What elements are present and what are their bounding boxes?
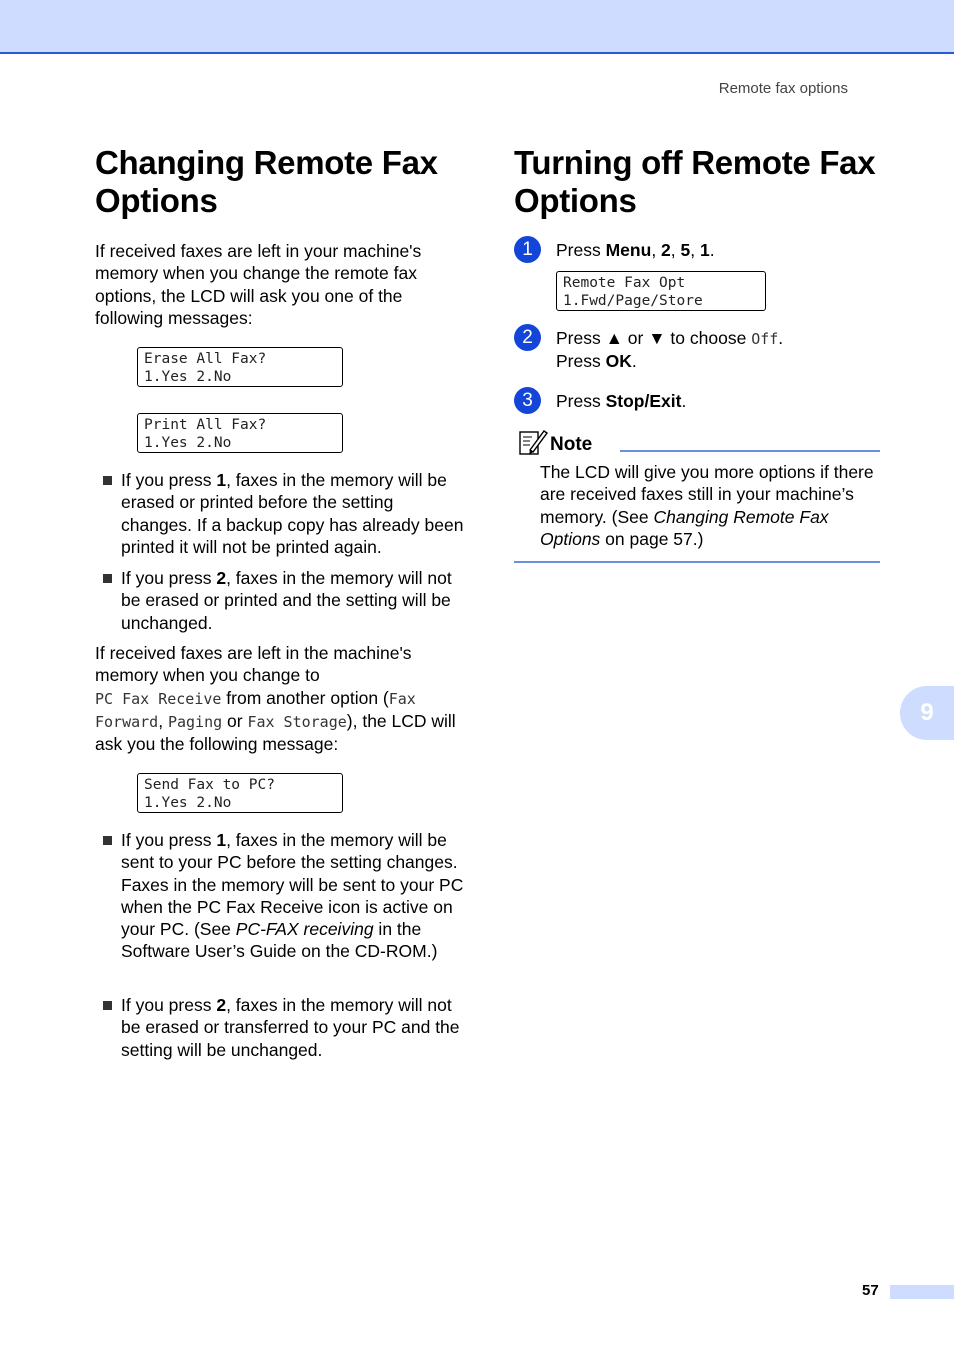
bullet-press-2-pc: If you press 2, faxes in the memory will not be erased or transferred to your PC and the setting will be unchanged. bbox=[95, 994, 467, 1061]
step-2: 2 Press ▲ or ▼ to choose Off. Press OK. bbox=[514, 324, 884, 373]
lcd-send-fax-to-pc: Send Fax to PC? 1.Yes 2.No bbox=[137, 773, 343, 813]
bullet-press-1: If you press 1, faxes in the memory will be erased or printed before the setting changes. If a backup copy has already been printed it will not be printed again. bbox=[95, 469, 467, 558]
lcd-print-all-fax: Print All Fax? 1.Yes 2.No bbox=[137, 413, 343, 453]
chapter-tab bbox=[900, 686, 954, 740]
step-1: 1 Press Menu, 2, 5, 1. bbox=[514, 236, 884, 261]
step-number: 1 bbox=[514, 236, 541, 263]
down-arrow-icon: ▼ bbox=[648, 328, 666, 348]
left-para-pc-fax: If received faxes are left in the machine's memory when you change to PC Fax Receive from another option (Fax Forward, Paging or Fax Storage), the LCD will ask you the following message: bbox=[95, 643, 456, 755]
bullet-press-1-pc: If you press 1, faxes in the memory will be sent to your PC before the setting changes. Faxes in the memory will be sent to your PC when the PC Fax Receive icon is active on your PC. (See PC-FAX receiving in the Software User’s Guide on the CD-ROM.) bbox=[95, 829, 467, 963]
step-3: 3 Press Stop/Exit. bbox=[514, 387, 884, 412]
note-label: Note bbox=[550, 434, 593, 455]
note-body: The LCD will give you more options if there are received faxes still in your machine’s memory. (See Changing Remote Fax Options on page 57.) bbox=[540, 462, 874, 549]
bullet-square bbox=[103, 836, 112, 845]
step-number: 2 bbox=[514, 324, 541, 351]
lcd-erase-all-fax: Erase All Fax? 1.Yes 2.No bbox=[137, 347, 343, 387]
note-pencil-icon bbox=[518, 428, 548, 458]
note-header bbox=[514, 428, 880, 458]
bullet-square bbox=[103, 574, 112, 583]
left-title: Changing Remote Fax Options bbox=[95, 144, 438, 219]
page-footer-bar bbox=[890, 1285, 954, 1299]
note-rule-bottom bbox=[514, 561, 880, 563]
note-rule bbox=[620, 450, 880, 452]
right-title: Turning off Remote Fax Options bbox=[514, 144, 876, 219]
bullet-press-2: If you press 2, faxes in the memory will not be erased or printed and the setting will be unchanged. bbox=[95, 567, 467, 634]
chapter-number: 9 bbox=[920, 699, 934, 726]
bullet-square bbox=[103, 476, 112, 485]
up-arrow-icon: ▲ bbox=[605, 328, 623, 348]
page-number: 57 bbox=[862, 1282, 879, 1299]
left-intro: If received faxes are left in your machine's memory when you change the remote fax options, the LCD will ask you one of the following messages: bbox=[95, 241, 422, 328]
lcd-remote-fax-opt: Remote Fax Opt 1.Fwd/Page/Store bbox=[556, 271, 766, 311]
top-band bbox=[0, 0, 954, 54]
bullet-square bbox=[103, 1001, 112, 1010]
step-number: 3 bbox=[514, 387, 541, 414]
running-header: Remote fax options bbox=[718, 80, 848, 97]
